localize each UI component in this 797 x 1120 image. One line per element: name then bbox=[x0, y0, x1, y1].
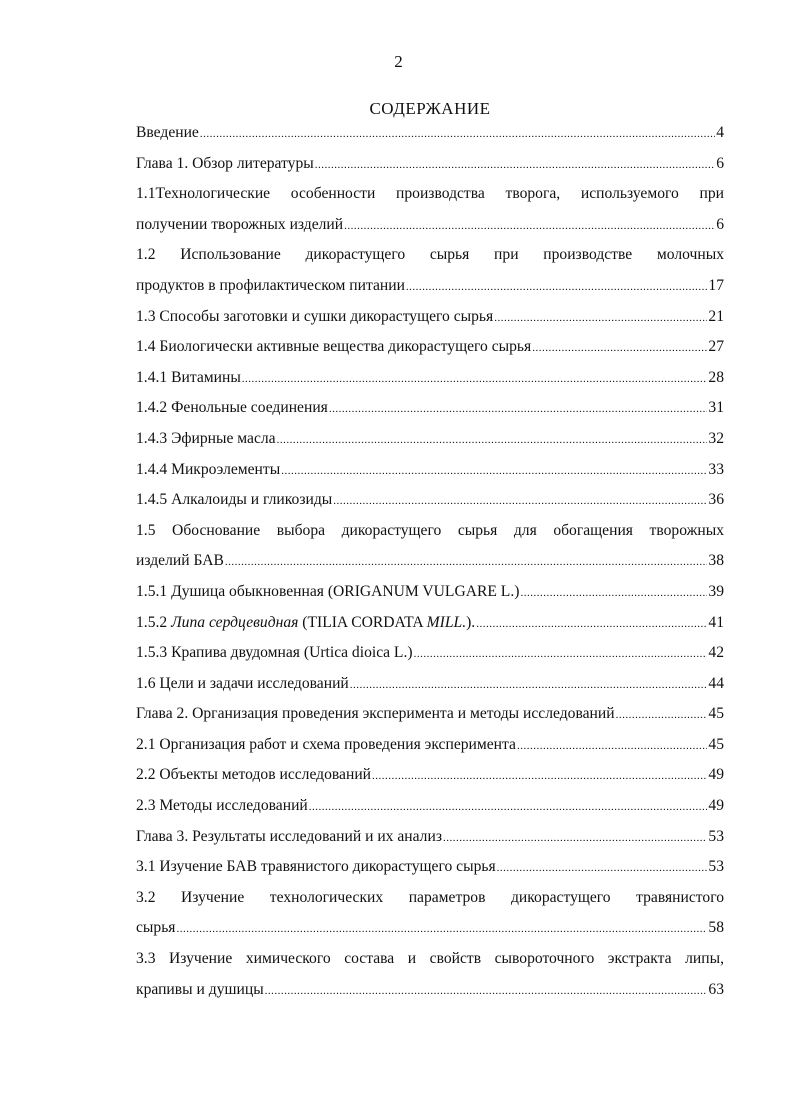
toc-entry-label: 1.5.1 Душица обыкновенная (ORIGANUM VULGARE L.) bbox=[136, 582, 520, 600]
leader-dots bbox=[520, 578, 707, 609]
toc-entry-label: Глава 2. Организация проведения эксперимента и методы исследований bbox=[136, 705, 615, 723]
toc-entry-page: 6 bbox=[716, 215, 724, 233]
toc-entry-page: 4 bbox=[716, 124, 724, 141]
leader-dots bbox=[265, 976, 708, 1007]
toc-entry-page: 21 bbox=[708, 307, 724, 325]
leader-dots bbox=[277, 425, 708, 456]
toc-entry-chapter-3 bbox=[136, 822, 724, 853]
leader-dots bbox=[225, 547, 708, 578]
toc-entry-label: сырья bbox=[136, 919, 176, 937]
toc-entry-page: 33 bbox=[708, 460, 724, 478]
toc-entry-label: 1.4.4 Микроэлементы bbox=[136, 460, 281, 478]
toc-entry-3-2 bbox=[136, 913, 724, 944]
toc-entry-label: 1.3 Способы заготовки и сушки дикорастущего сырья bbox=[136, 307, 494, 325]
leader-dots bbox=[315, 150, 715, 181]
toc-entry-1-4-4 bbox=[136, 455, 724, 486]
toc-entry-label: Введение bbox=[136, 124, 199, 141]
toc-entry-label: 2.1 Организация работ и схема проведения эксперимента bbox=[136, 735, 516, 753]
toc-entry-page: 49 bbox=[708, 797, 724, 815]
toc-entry-page: 58 bbox=[708, 919, 724, 937]
toc-entry-1-4-5 bbox=[136, 485, 724, 516]
leader-dots bbox=[406, 272, 707, 303]
toc-entry-1-5-3 bbox=[136, 638, 724, 669]
toc-entry-2-3 bbox=[136, 791, 724, 822]
toc-entry-label: 2.2 Объекты методов исследований bbox=[136, 766, 372, 784]
toc-entry-1-5 bbox=[136, 546, 724, 577]
toc-entry-label: изделий БАВ bbox=[136, 552, 224, 570]
table-of-contents bbox=[136, 118, 724, 1005]
leader-dots bbox=[616, 700, 708, 731]
leader-dots bbox=[281, 456, 707, 487]
toc-entry-page: 42 bbox=[708, 644, 724, 662]
toc-entry-1-4 bbox=[136, 332, 724, 363]
leader-dots bbox=[443, 823, 707, 854]
toc-entry-2-2 bbox=[136, 760, 724, 791]
leader-dots bbox=[350, 670, 708, 701]
leader-dots bbox=[200, 119, 715, 150]
toc-entry-page: 36 bbox=[708, 491, 724, 509]
label-part-italic: Липа сердцевидная bbox=[171, 613, 299, 631]
leader-dots bbox=[329, 394, 708, 425]
toc-entry-label: 2.3 Методы исследований bbox=[136, 797, 308, 815]
toc-entry-page: 44 bbox=[708, 674, 724, 692]
leader-dots bbox=[532, 333, 707, 364]
leader-dots bbox=[176, 914, 707, 945]
toc-entry-page: 53 bbox=[708, 858, 724, 876]
leader-dots bbox=[372, 761, 707, 792]
toc-entry-3-1 bbox=[136, 852, 724, 883]
toc-entry-label: 1.4 Биологически активные вещества дикорастущего сырья bbox=[136, 338, 532, 356]
toc-entry-1-4-3 bbox=[136, 424, 724, 455]
label-part: 1.5.2 bbox=[136, 613, 172, 631]
toc-entry-1-4-1 bbox=[136, 363, 724, 394]
toc-entry-page: 38 bbox=[708, 552, 724, 570]
toc-entry-page: 41 bbox=[708, 613, 724, 631]
toc-entry-page: 28 bbox=[708, 368, 724, 386]
toc-entry-page: 27 bbox=[708, 338, 724, 356]
toc-entry-3-3-first-line: 3.3 Изучение химического состава и свойств сывороточного экстракта липы, bbox=[136, 950, 724, 968]
toc-entry-page: 53 bbox=[708, 827, 724, 845]
leader-dots bbox=[309, 792, 708, 823]
toc-entry-1-4-2 bbox=[136, 393, 724, 424]
toc-entry-1-1 bbox=[136, 210, 724, 241]
toc-entry-1-2 bbox=[136, 271, 724, 302]
toc-entry-introduction bbox=[136, 118, 724, 149]
toc-entry-1-3 bbox=[136, 302, 724, 333]
toc-title: СОДЕРЖАНИЕ bbox=[369, 99, 491, 118]
toc-entry-1-5-first-line: 1.5 Обоснование выбора дикорастущего сырья для обогащения творожных bbox=[136, 521, 724, 539]
toc-entry-label: 1.6 Цели и задачи исследований bbox=[136, 674, 349, 692]
toc-entry-label: продуктов в профилактическом питании bbox=[136, 276, 405, 294]
toc-entry-1-5-2 bbox=[136, 608, 724, 639]
toc-entry-label: 1.4.3 Эфирные масла bbox=[136, 429, 276, 447]
leader-dots bbox=[494, 303, 707, 334]
toc-entry-label: 3.1 Изучение БАВ травянистого дикорастущего сырья bbox=[136, 858, 496, 876]
toc-entry-label: Глава 1. Обзор литературы bbox=[136, 154, 314, 172]
toc-entry-1-6 bbox=[136, 669, 724, 700]
leader-dots bbox=[497, 853, 708, 884]
toc-entry-label: 1.4.2 Фенольные соединения bbox=[136, 399, 328, 417]
label-part: (TILIA CORDATA bbox=[298, 613, 427, 631]
toc-entry-page: 32 bbox=[708, 429, 724, 447]
toc-entry-chapter-1 bbox=[136, 149, 724, 180]
toc-entry-label: 1.5.3 Крапива двудомная (Urtica dioica L.) bbox=[136, 644, 413, 662]
toc-entry-page: 63 bbox=[708, 980, 724, 998]
toc-entry-label: 1.4.5 Алкалоиды и гликозиды bbox=[136, 491, 333, 509]
leader-dots bbox=[344, 211, 715, 242]
leader-dots bbox=[476, 609, 707, 640]
toc-entry-1-5-1 bbox=[136, 577, 724, 608]
toc-entry-label: получении творожных изделий bbox=[136, 215, 344, 233]
page-number: 2 bbox=[394, 52, 403, 71]
leader-dots bbox=[517, 731, 707, 762]
label-part-italic: MILL. bbox=[426, 613, 467, 631]
toc-entry-page: 6 bbox=[716, 154, 724, 172]
toc-entry-page: 17 bbox=[708, 276, 724, 294]
toc-entry-3-2-first-line: 3.2 Изучение технологических параметров дикорастущего травянистого bbox=[136, 888, 724, 906]
toc-entry-2-1 bbox=[136, 730, 724, 761]
toc-entry-label: крапивы и душицы bbox=[136, 980, 264, 998]
toc-entry-1-1-first-line: 1.1Технологические особенности производства творога, используемого при bbox=[136, 185, 724, 203]
toc-entry-page: 31 bbox=[708, 399, 724, 417]
label-part: ). bbox=[466, 613, 476, 631]
toc-entry-page: 49 bbox=[708, 766, 724, 784]
toc-entry-label: Глава 3. Результаты исследований и их анализ bbox=[136, 827, 442, 845]
toc-entry-chapter-2 bbox=[136, 699, 724, 730]
leader-dots bbox=[333, 486, 707, 517]
toc-entry-label bbox=[136, 608, 475, 639]
leader-dots bbox=[414, 639, 708, 670]
toc-entry-label: 1.4.1 Витамины bbox=[136, 368, 241, 386]
toc-entry-page: 45 bbox=[708, 705, 724, 723]
leader-dots bbox=[242, 364, 708, 395]
toc-entry-page: 45 bbox=[708, 735, 724, 753]
toc-entry-3-3 bbox=[136, 975, 724, 1006]
toc-entry-page: 39 bbox=[708, 582, 724, 600]
toc-entry-1-2-first-line: 1.2 Использование дикорастущего сырья при производстве молочных bbox=[136, 246, 724, 264]
